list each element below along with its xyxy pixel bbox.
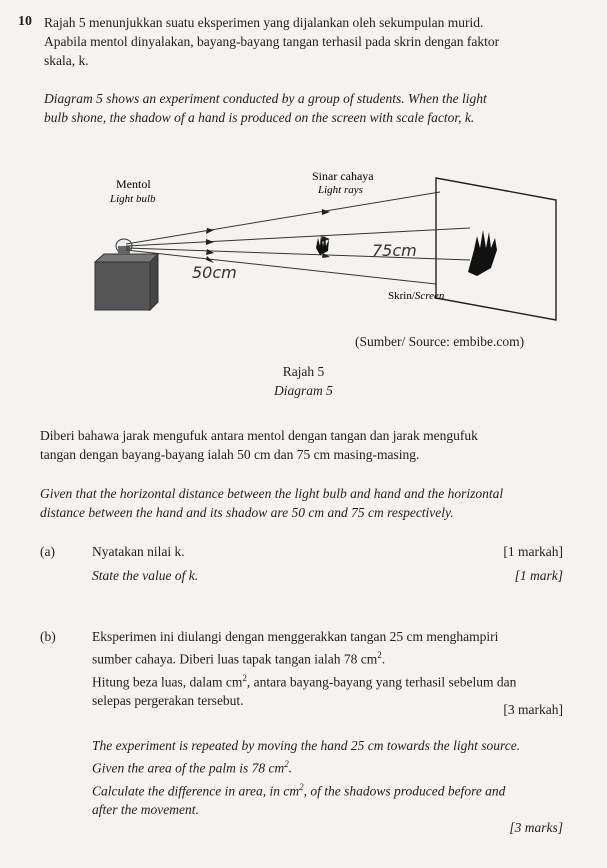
lamp-base-side (150, 254, 158, 310)
light-ray (126, 192, 440, 244)
part-b-label: (b) (40, 629, 56, 644)
hand-shadow-icon (468, 230, 497, 276)
part-b-english (92, 736, 572, 819)
intro-english (44, 89, 574, 127)
part-b-english-line: Calculate the difference in area, in $cm^2$, of the shadows produced before and (92, 781, 506, 798)
label-mentol: Mentol (116, 177, 151, 191)
label-light-rays: Light rays (318, 184, 363, 196)
label-light-bulb: Light bulb (110, 193, 156, 205)
intro-malay-line: skala, k. (44, 53, 89, 68)
part-b-malay-line: selepas pergerakan tersebut. (92, 693, 244, 708)
part-b-mark-english: [3 marks] (509, 820, 563, 835)
given-malay (40, 426, 570, 464)
part-a-english: State the value of k. (92, 568, 199, 583)
image-source: (Sumber/ Source: embibe.com) (355, 334, 525, 349)
part-b-english-line: The experiment is repeated by moving the hand 25 cm towards the light source. (92, 738, 521, 753)
given-english (40, 484, 570, 522)
lamp-base-top (95, 254, 158, 262)
label-screen: Skrin/Screen (388, 290, 445, 302)
given-malay-line: tangan dengan bayang-bayang ialah 50 cm dan 75 cm masing-masing. (40, 447, 420, 462)
diagram-caption-english: Diagram 5 (274, 383, 333, 398)
given-malay-line: Diberi bahawa jarak mengufuk antara mentol dengan tangan dan jarak mengufuk (40, 428, 478, 443)
light-ray (126, 248, 470, 260)
question-number: 10 (18, 14, 32, 29)
part-b-mark-malay: [3 markah] (503, 702, 563, 717)
intro-malay-line: Apabila mentol dinyalakan, bayang-bayang tangan terhasil pada skrin dengan faktor (44, 34, 500, 49)
experiment-diagram (0, 160, 607, 330)
intro-malay (44, 13, 584, 70)
part-b-english-line: after the movement. (92, 802, 199, 817)
intro-malay-line: Rajah 5 menunjukkan suatu eksperimen yang dijalankan oleh sekumpulan murid. (44, 15, 484, 30)
part-a-mark-malay: [1 markah] (503, 544, 563, 559)
handwritten-50cm: 50cm (192, 263, 237, 282)
part-b-malay-line: Hitung beza luas, dalam $cm^2$, antara bayang-bayang yang terhasil sebelum dan (92, 672, 517, 689)
light-ray (126, 228, 470, 246)
intro-english-line: Diagram 5 shows an experiment conducted by a group of students. When the light (44, 91, 487, 106)
part-b-english-line: Given the area of the palm is 78 $cm^2$. (92, 759, 293, 776)
label-sinar-cahaya: Sinar cahaya (312, 169, 374, 183)
handwritten-75cm: 75cm (372, 241, 417, 260)
diagram-caption-malay: Rajah 5 (282, 364, 325, 379)
part-a-malay: Nyatakan nilai k. (92, 544, 185, 559)
part-a-mark-english: [1 mark] (514, 568, 563, 583)
ray-arrow (206, 228, 214, 234)
part-a-label: (a) (40, 544, 55, 559)
lamp-base (95, 262, 150, 310)
given-english-line: Given that the horizontal distance between the light bulb and hand and the horizontal (40, 486, 504, 501)
ray-arrow (206, 239, 214, 245)
part-b-malay (92, 627, 572, 710)
ray-arrow (206, 249, 214, 255)
ray-arrow (322, 209, 330, 215)
part-b-malay-line: sumber cahaya. Diberi luas tapak tangan ialah 78 $cm^2$. (92, 650, 386, 667)
given-english-line: distance between the hand and its shadow are 50 cm and 75 cm respectively. (40, 505, 454, 520)
intro-english-line: bulb shone, the shadow of a hand is produced on the screen with scale factor, k. (44, 110, 475, 125)
part-b-malay-line: Eksperimen ini diulangi dengan menggerakkan tangan 25 cm menghampiri (92, 629, 499, 644)
